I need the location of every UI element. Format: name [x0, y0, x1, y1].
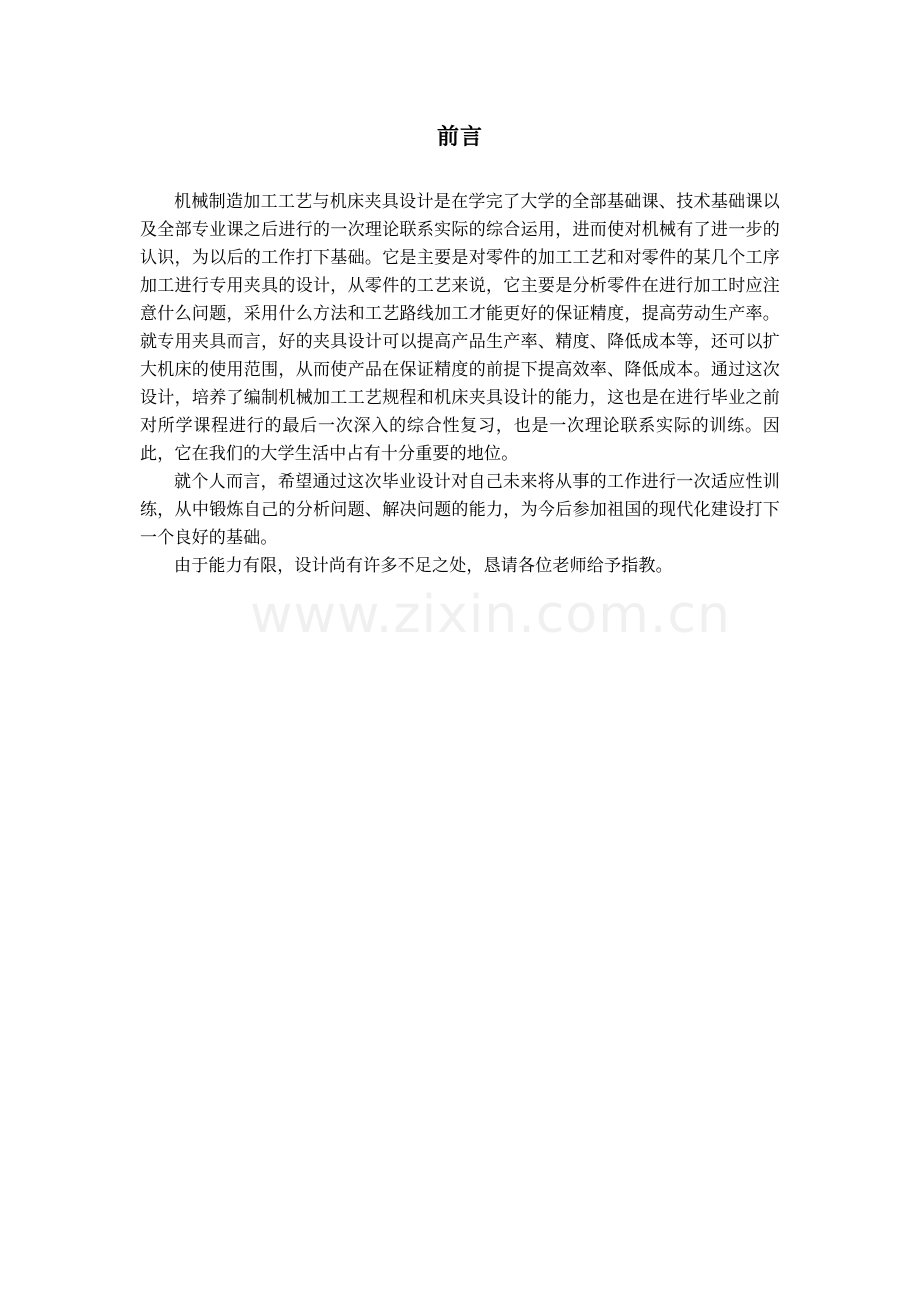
paragraph-intro: 机械制造加工工艺与机床夹具设计是在学完了大学的全部基础课、技术基础课以及全部专业课之后进行的一次理论联系实际的综合运用，进而使对机械有了进一步的认识，为以后的工作打下基础。它是主要是对零件的加工工艺和对零件的某几个工序加工进行专用夹具的设计，从零件的工艺来说，它主要是分析零件在进行加工时应注意什么问题，采用什么方法和工艺路线加工才能更好的保证精度，提高劳动生产率。就专用夹具而言，好的夹具设计可以提高产品生产率、精度、降低成本等，还可以扩大机床的使用范围，从而使产品在保证精度的前提下提高效率、降低成本。通过这次设计，培养了编制机械加工工艺规程和机床夹具设计的能力，这也是在进行毕业之前对所学课程进行的最后一次深入的综合性复习，也是一次理论联系实际的训练。因此，它在我们的大学生活中占有十分重要的地位。 — [140, 192, 780, 464]
watermark: www.zixin.com.cn — [250, 585, 731, 645]
page-title: 前言 — [436, 125, 483, 150]
paragraph-personal: 就个人而言，希望通过这次毕业设计对自己未来将从事的工作进行一次适应性训练，从中锻炼自己的分析问题、解决问题的能力，为今后参加祖国的现代化建设打下一个良好的基础。 — [140, 472, 780, 548]
document-body — [140, 188, 780, 580]
paragraph-closing: 由于能力有限，设计尚有许多不足之处，恳请各位老师给予指教。 — [174, 556, 673, 576]
